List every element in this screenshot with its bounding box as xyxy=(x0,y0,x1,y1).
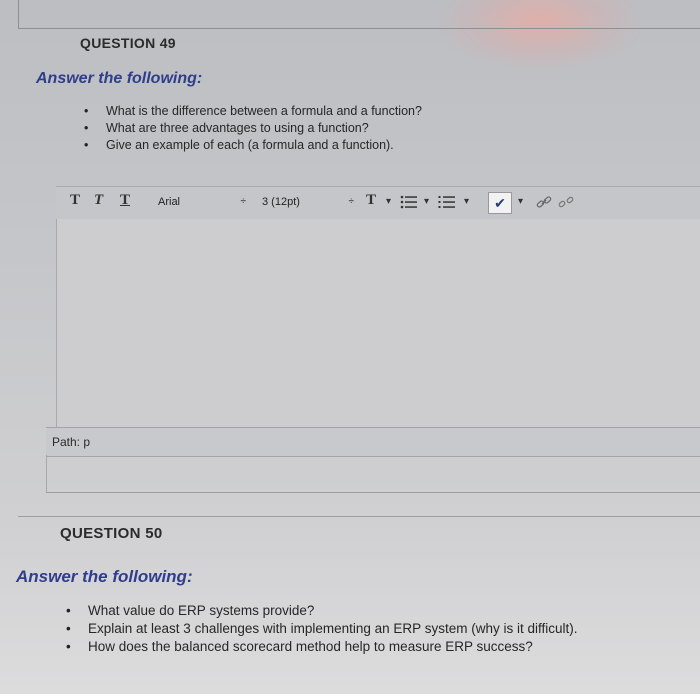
unlink-icon[interactable] xyxy=(558,195,574,214)
divider xyxy=(46,492,700,493)
path-label: Path: p xyxy=(52,435,91,449)
chevron-down-icon[interactable]: ▾ xyxy=(518,196,524,207)
previous-question-frame xyxy=(18,0,700,29)
answer-editor-textarea[interactable] xyxy=(56,219,700,427)
question-50-heading: Answer the following: xyxy=(16,567,193,586)
list-item: • What are three advantages to using a function? xyxy=(106,120,422,137)
divider xyxy=(46,455,47,493)
font-family-select[interactable] xyxy=(158,191,246,213)
font-size-value: 3 (12pt) xyxy=(262,196,300,208)
question-49-title: QUESTION 49 xyxy=(80,35,176,51)
font-family-value: Arial xyxy=(158,196,181,208)
list-item: • What value do ERP systems provide? xyxy=(88,602,577,620)
list-item: • How does the balanced scorecard method help to measure ERP success? xyxy=(88,638,577,656)
font-size-select[interactable] xyxy=(262,191,354,213)
bold-button[interactable]: T xyxy=(70,192,81,208)
divider xyxy=(18,516,700,517)
select-arrows-icon: ÷ xyxy=(240,196,246,207)
chevron-down-icon[interactable]: ▾ xyxy=(464,196,470,207)
list-item: • Explain at least 3 challenges with implementing an ERP system (why is it difficult). xyxy=(88,620,577,638)
question-49-bullet-list xyxy=(106,103,422,154)
question-50-title: QUESTION 50 xyxy=(60,525,163,542)
question-50-bullet-list xyxy=(88,602,577,656)
question-49-heading: Answer the following: xyxy=(36,70,203,87)
editor-toolbar xyxy=(56,186,700,220)
select-arrows-icon: ÷ xyxy=(348,196,354,207)
editor-path-bar xyxy=(46,427,700,457)
spellcheck-icon[interactable]: ✔ xyxy=(488,192,512,214)
ordered-list-icon[interactable] xyxy=(438,195,456,214)
italic-button[interactable]: T xyxy=(94,192,104,208)
text-color-button[interactable]: T xyxy=(366,192,377,208)
list-item: • What is the difference between a formula and a function? xyxy=(106,103,422,120)
list-item: • Give an example of each (a formula and a function). xyxy=(106,137,422,154)
chevron-down-icon[interactable]: ▾ xyxy=(424,196,430,207)
text-color-dropdown-icon[interactable]: ▾ xyxy=(386,196,392,207)
unordered-list-icon[interactable] xyxy=(400,195,418,214)
link-icon[interactable] xyxy=(536,195,552,214)
underline-button[interactable]: T xyxy=(120,192,131,208)
